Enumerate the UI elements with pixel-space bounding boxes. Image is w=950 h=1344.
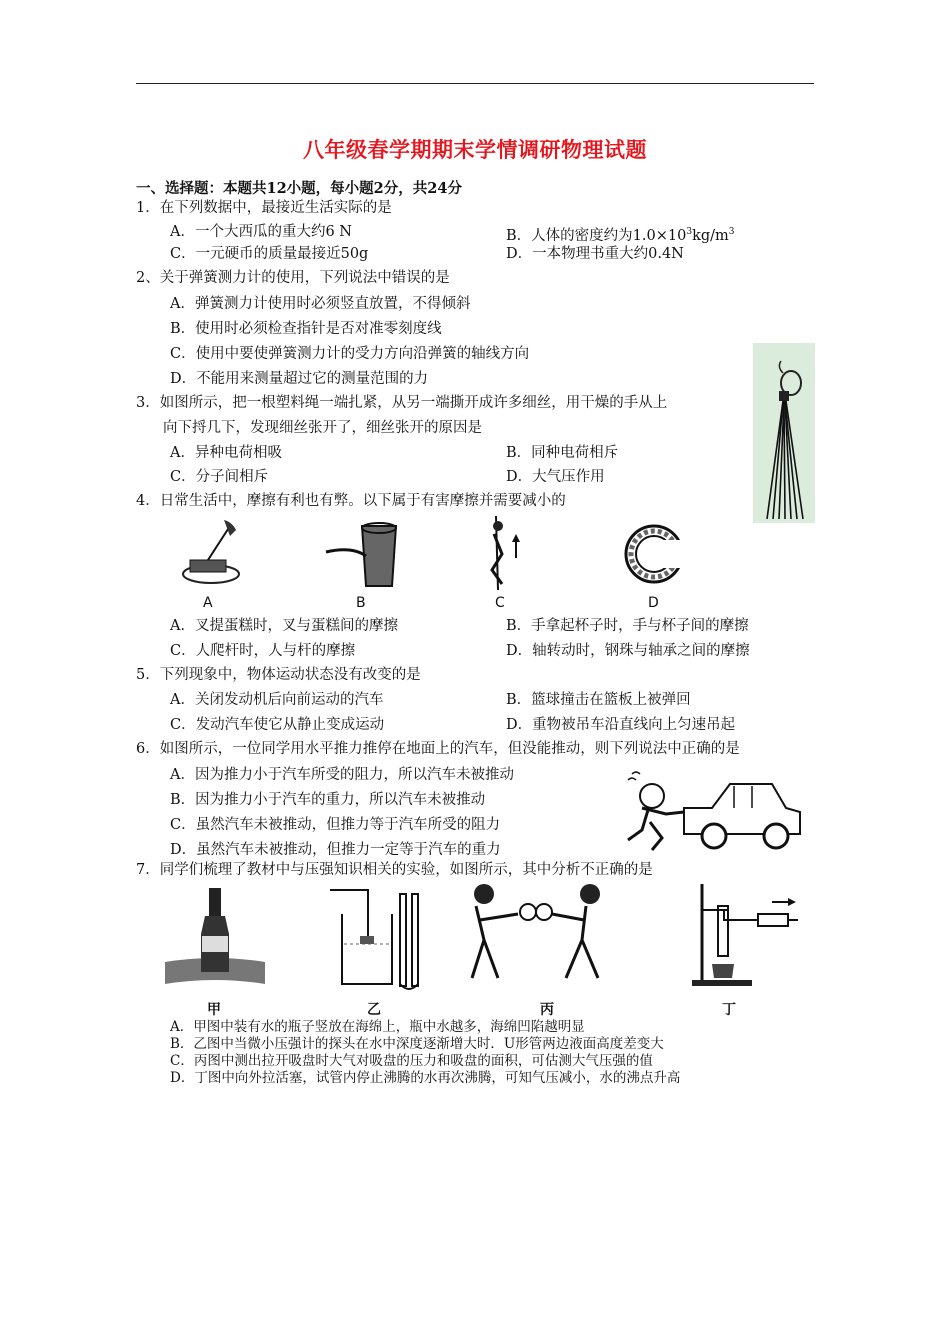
q3-option-c: C．分子间相斥 [170,469,269,485]
q7-fig-label-jia: 甲 [207,1002,221,1018]
q5-option-d: D．重物被吊车沿直线向上匀速吊起 [506,717,736,733]
q7-fig-bottle-sponge [165,884,267,1000]
q1-option-d: D．一本物理书重大约0.4N [506,246,684,262]
q6-option-b: B．因为推力小于汽车的重力，所以汽车未被推动 [170,792,486,808]
q5-option-a: A．关闭发动机后向前运动的汽车 [170,692,384,708]
q4-fig-label-b: B [356,595,366,611]
q2-stem: 2、关于弹簧测力计的使用，下列说法中错误的是 [136,270,450,286]
page-title: 八年级春学期期末学情调研物理试题 [303,137,647,162]
q1-stem: 1．在下列数据中，最接近生活实际的是 [136,200,392,216]
q4-option-a: A．叉提蛋糕时，叉与蛋糕间的摩擦 [170,618,398,634]
q3-option-a: A．异种电荷相吸 [170,445,282,461]
q7-fig-syringe-boiling [688,880,800,990]
q7-option-d: D．丁图中向外拉活塞，试管内停止沸腾的水再次沸腾，可知气压减小，水的沸点升高 [170,1070,681,1086]
q4-fig-d-bearing [622,514,684,594]
q7-option-c: C．丙图中测出拉开吸盘时大气对吸盘的压力和吸盘的面积，可估测大气压强的值 [170,1053,653,1069]
q2-option-a: A．弹簧测力计使用时必须竖直放置，不得倾斜 [170,296,471,312]
q3-option-b: B．同种电荷相斥 [506,445,619,461]
q3-stem-line2: 向下捋几下，发现细丝张开了，细丝张开的原因是 [163,420,482,436]
q4-fig-a-cake-fork [180,516,242,592]
section-heading: 一、选择题：本题共12小题，每小题2分，共24分 [136,180,462,197]
q1-option-a: A．一个大西瓜的重大约6 N [170,224,352,240]
header-rule [136,83,814,84]
q2-option-d: D．不能用来测量超过它的测量范围的力 [170,371,429,387]
q6-option-c: C．虽然汽车未被推动，但推力等于汽车所受的阻力 [170,817,501,833]
q6-option-a: A．因为推力小于汽车所受的阻力，所以汽车未被推动 [170,767,514,783]
q3-stem-line1: 3．如图所示，把一根塑料绳一端扎紧，从另一端撕开成许多细丝，用干燥的手从上 [136,395,668,411]
q4-fig-b-cup [322,516,402,592]
q7-fig-label-ding: 丁 [722,1002,736,1018]
q7-option-b: B．乙图中当微小压强计的探头在水中深度逐渐增大时．U形管两边液面高度差变大 [170,1036,664,1052]
q7-fig-suction-cups [462,884,614,984]
q4-fig-c-pole-climber [484,514,524,592]
q7-fig-pressure-gauge [322,884,424,994]
q7-fig-label-bing: 丙 [540,1002,554,1018]
q7-option-a: A．甲图中装有水的瓶子竖放在海绵上，瓶中水越多，海绵凹陷越明显 [170,1019,585,1035]
q6-option-d: D．虽然汽车未被推动，但推力一定等于汽车的重力 [170,842,501,858]
q4-option-c: C．人爬杆时，人与杆的摩擦 [170,643,356,659]
q4-fig-label-c: C [495,595,505,611]
q7-fig-label-yi: 乙 [367,1002,381,1018]
q4-stem: 4．日常生活中，摩擦有利也有弊。以下属于有害摩擦并需要减小的 [136,493,566,509]
q4-option-b: B．手拿起杯子时，手与杯子间的摩擦 [506,618,749,634]
q3-plastic-strands-figure [753,343,815,523]
q4-option-d: D．轴转动时，钢珠与轴承之间的摩擦 [506,643,750,659]
q3-option-d: D．大气压作用 [506,469,605,485]
q5-option-c: C．发动汽车使它从静止变成运动 [170,717,385,733]
q1-option-b: B．人体的密度约为$1.0\times 10^3kg/m^3$ [506,227,735,244]
q4-fig-label-d: D [648,595,659,611]
q1-option-c: C．一元硬币的质量最接近50g [170,246,369,262]
q2-option-b: B．使用时必须检查指针是否对准零刻度线 [170,321,442,337]
q5-stem: 5．下列现象中，物体运动状态没有改变的是 [136,667,421,683]
q6-stem: 6．如图所示，一位同学用水平推力推停在地面上的汽车，但没能推动，则下列说法中正确的是 [136,741,740,757]
q7-stem: 7．同学们梳理了教材中与压强知识相关的实验，如图所示，其中分析不正确的是 [136,862,653,878]
q6-push-car-figure [622,768,804,858]
q5-option-b: B．篮球撞击在篮板上被弹回 [506,692,691,708]
q2-option-c: C．使用中要使弹簧测力计的受力方向沿弹簧的轴线方向 [170,346,530,362]
q4-fig-label-a: A [203,595,213,611]
